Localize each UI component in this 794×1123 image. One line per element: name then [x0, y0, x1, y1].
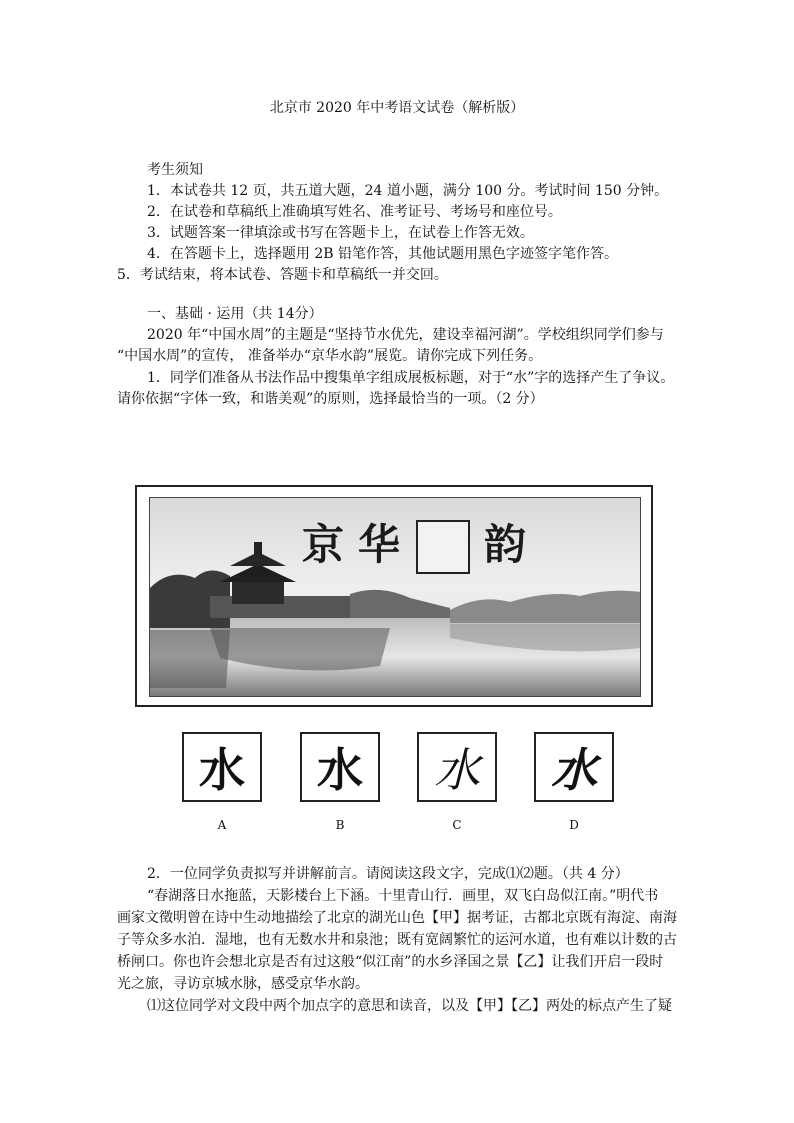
- option-a-label: A: [217, 818, 227, 832]
- page-title: 北京市 2020 年中考语文试卷（解析版）: [269, 100, 525, 116]
- question-1-line-2: 请你依据“字体一致，和谐美观”的原则，选择最恰当的一项。（2 分）: [117, 391, 544, 407]
- option-c-label: C: [452, 818, 462, 832]
- banner-char-2: 华: [358, 520, 405, 569]
- notice-heading: 考生须知: [147, 162, 203, 178]
- passage-line-1: “春湖落日水拖蓝，天影楼台上下涵。十里青山行．画里，双飞白岛似江南。”明代书: [147, 888, 659, 904]
- banner-char-1: 京: [302, 520, 349, 569]
- option-c-glyph: 水: [417, 732, 497, 802]
- banner-image: [135, 485, 653, 707]
- notice-item-2: 2．在试卷和草稿纸上准确填写姓名、准考证号、考场号和座位号。: [147, 204, 562, 220]
- section-intro-line-2: “中国水周”的宣传， 准备举办“京华水韵”展览。请你完成下列任务。: [117, 348, 543, 364]
- banner-scene: [149, 497, 641, 697]
- banner-char-4: 韵: [484, 520, 531, 569]
- question-2-sub-1: ⑴这位同学对文段中两个加点字的意思和读音，以及【甲】【乙】两处的标点产生了疑: [147, 998, 672, 1014]
- notice-item-4: 4．在答题卡上，选择题用 2B 铅笔作答，其他试题用黑色字迹签字笔作答。: [147, 246, 619, 262]
- question-2-line-1: 2．一位同学负责拟写并讲解前言。请阅读这段文字，完成⑴⑵题。（共 4 分）: [147, 866, 629, 882]
- banner-blank-box: [416, 520, 470, 574]
- option-d-glyph: 水: [534, 732, 614, 802]
- option-b-label: B: [335, 818, 345, 832]
- passage-line-4: 桥闸口。你也许会想北京是否有过这般“似江南”的水乡泽国之景【乙】让我们开启一段时: [117, 954, 664, 970]
- notice-item-1: 1．本试卷共 12 页，共五道大题，24 道小题，满分 100 分。考试时间 150 分钟。: [147, 183, 669, 199]
- option-a-glyph: 水: [182, 732, 262, 802]
- option-b-glyph: 水: [300, 732, 380, 802]
- section-intro-line-1: 2020 年“中国水周”的主题是“坚持节水优先，建设幸福河湖”。学校组织同学们参与: [147, 327, 664, 343]
- passage-line-2: 画家文徵明曾在诗中生动地描绘了北京的湖光山色【甲】据考证，古都北京既有海淀、南海: [117, 910, 677, 926]
- notice-item-3: 3．试题答案一律填涂或书写在答题卡上，在试卷上作答无效。: [147, 225, 534, 241]
- passage-line-3: 子等众多水泊．湿地，也有无数水井和泉池；既有宽阔繁忙的运河水道，也有难以计数的古: [117, 932, 677, 948]
- section-heading: 一、基础 · 运用（共 14分）: [147, 306, 323, 322]
- notice-item-5: 5．考试结束，将本试卷、答题卡和草稿纸一并交回。: [117, 267, 448, 283]
- question-1-line-1: 1．同学们准备从书法作品中搜集单字组成展板标题，对于“水”字的选择产生了争议。: [147, 370, 675, 386]
- option-d-label: D: [569, 818, 579, 832]
- passage-line-5: 光之旅，寻访京城水脉，感受京华水韵。: [117, 976, 369, 992]
